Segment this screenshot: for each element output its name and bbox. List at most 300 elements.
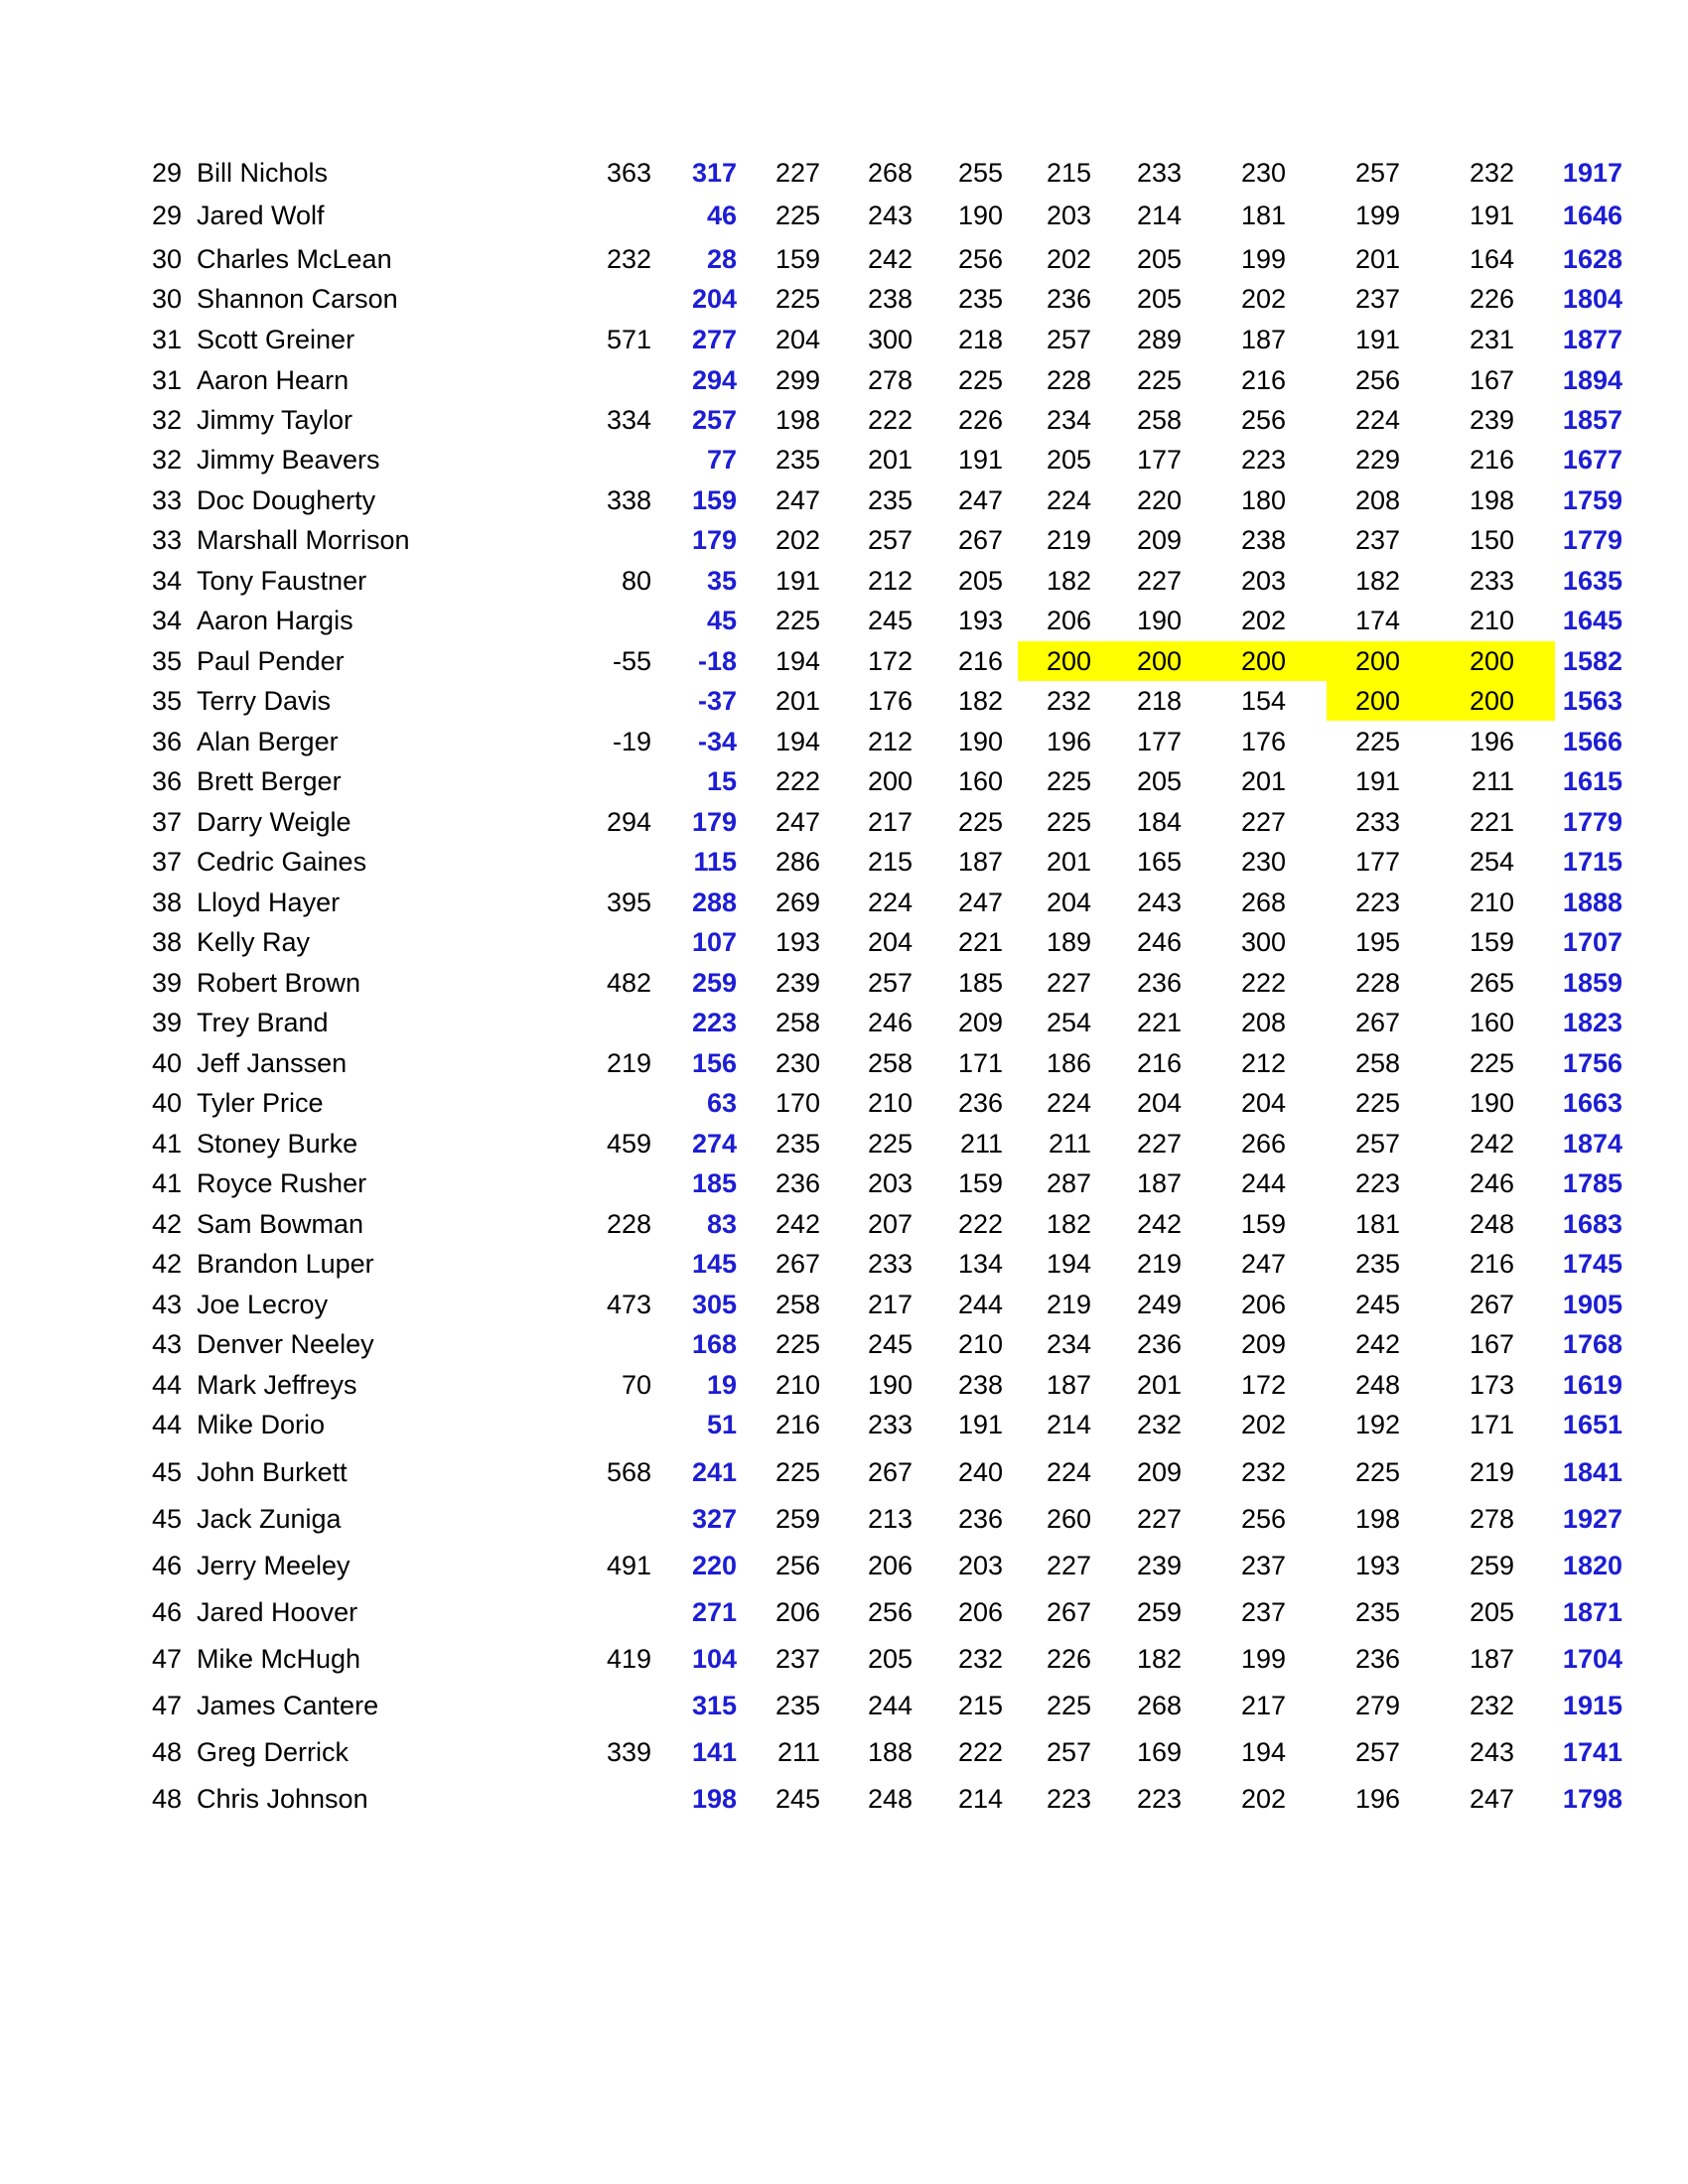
game-score-cell: 204 <box>867 927 913 957</box>
game-score-cell: 190 <box>867 1370 913 1400</box>
table-row <box>0 761 1688 801</box>
bowler-name-cell: Jared Wolf <box>197 201 325 230</box>
game-score-cell: 193 <box>957 606 1003 635</box>
game-score-cell: 219 <box>1136 1249 1182 1279</box>
table-row <box>0 480 1688 520</box>
rank-cell: 37 <box>152 847 183 877</box>
game-score-cell: 286 <box>774 847 820 877</box>
total-cell: 1798 <box>1562 1784 1622 1814</box>
difference-cell <box>592 360 651 400</box>
game-score-cell: 191 <box>1354 766 1400 796</box>
bowler-name-cell: Jared Hoover <box>197 1597 358 1627</box>
table-row <box>0 360 1688 400</box>
game-score-cell: 268 <box>1136 1691 1182 1720</box>
game-score-cell: 225 <box>1046 766 1091 796</box>
game-score-cell: 203 <box>957 1551 1003 1580</box>
handicap-cell: 63 <box>706 1088 737 1118</box>
difference-cell: 294 <box>606 807 651 837</box>
game-score-cell: 289 <box>1136 325 1182 354</box>
difference-cell <box>592 440 651 479</box>
total-cell: 1768 <box>1562 1329 1622 1359</box>
game-score-cell: 237 <box>1354 525 1400 555</box>
game-score-cell: 242 <box>1354 1329 1400 1359</box>
difference-cell: 491 <box>606 1551 651 1580</box>
bowler-name-cell: Denver Neeley <box>197 1329 374 1359</box>
handicap-cell: -37 <box>697 686 737 716</box>
table-row <box>0 641 1688 681</box>
rank-cell: 32 <box>152 405 183 435</box>
game-score-cell: 159 <box>1469 927 1514 957</box>
total-cell: 1894 <box>1562 365 1622 395</box>
game-score-cell: 244 <box>867 1691 913 1720</box>
game-score-cell: 154 <box>1240 686 1286 716</box>
total-cell: 1628 <box>1562 244 1622 274</box>
table-row <box>0 1365 1688 1405</box>
table-row <box>0 842 1688 882</box>
game-score-cell: 212 <box>1240 1048 1286 1078</box>
game-score-cell: 167 <box>1469 365 1514 395</box>
table-row <box>0 1043 1688 1083</box>
game-score-cell: 231 <box>1469 325 1514 354</box>
game-score-cell: 242 <box>1469 1129 1514 1159</box>
game-score-cell: 169 <box>1136 1737 1182 1767</box>
game-score-cell: 258 <box>774 1008 820 1037</box>
game-score-cell: 256 <box>957 244 1003 274</box>
handicap-cell: 294 <box>691 365 737 395</box>
handicap-cell: 156 <box>691 1048 737 1078</box>
game-score-cell: 201 <box>774 686 820 716</box>
game-score-cell: 247 <box>1469 1784 1514 1814</box>
difference-cell: -19 <box>612 727 651 756</box>
bowler-name-cell: Alan Berger <box>197 727 339 756</box>
game-score-cell: 198 <box>1354 1504 1400 1534</box>
bowler-name-cell: Sam Bowman <box>197 1209 364 1239</box>
game-score-cell: 236 <box>1046 284 1091 314</box>
game-score-cell: 245 <box>774 1784 820 1814</box>
game-score-cell: 267 <box>957 525 1003 555</box>
game-score-cell: 150 <box>1469 525 1514 555</box>
game-score-cell: 182 <box>1046 566 1091 596</box>
game-score-cell: 267 <box>1354 1008 1400 1037</box>
handicap-cell: 271 <box>691 1597 737 1627</box>
game-score-cell: 194 <box>1046 1249 1091 1279</box>
game-score-cell: 202 <box>1046 244 1091 274</box>
game-score-cell: 300 <box>867 325 913 354</box>
game-score-cell: 225 <box>1469 1048 1514 1078</box>
rank-cell: 31 <box>152 325 183 354</box>
rank-cell: 41 <box>152 1168 183 1198</box>
game-score-cell: 200 <box>1469 646 1514 676</box>
game-score-cell: 222 <box>957 1209 1003 1239</box>
game-score-cell: 225 <box>1354 1457 1400 1487</box>
handicap-cell: 204 <box>691 284 737 314</box>
difference-cell <box>592 1083 651 1123</box>
game-score-cell: 202 <box>1240 284 1286 314</box>
game-score-cell: 187 <box>1046 1370 1091 1400</box>
game-score-cell: 242 <box>1136 1209 1182 1239</box>
game-score-cell: 224 <box>1354 405 1400 435</box>
game-score-cell: 196 <box>1354 1784 1400 1814</box>
game-score-cell: 255 <box>957 158 1003 188</box>
total-cell: 1874 <box>1562 1129 1622 1159</box>
difference-cell <box>592 1244 651 1284</box>
game-score-cell: 256 <box>867 1597 913 1627</box>
difference-cell: 419 <box>606 1644 651 1674</box>
game-score-cell: 221 <box>1469 807 1514 837</box>
handicap-cell: 19 <box>706 1370 737 1400</box>
bowler-name-cell: Robert Brown <box>197 968 361 998</box>
bowler-name-cell: Stoney Burke <box>197 1129 358 1159</box>
difference-cell <box>592 196 651 235</box>
game-score-cell: 232 <box>1469 158 1514 188</box>
bowler-name-cell: Brandon Luper <box>197 1249 374 1279</box>
rank-cell: 41 <box>152 1129 183 1159</box>
difference-cell: 228 <box>606 1209 651 1239</box>
bowler-name-cell: Terry Davis <box>197 686 332 716</box>
game-score-cell: 195 <box>1354 927 1400 957</box>
game-score-cell: 242 <box>774 1209 820 1239</box>
game-score-cell: 204 <box>1240 1088 1286 1118</box>
game-score-cell: 167 <box>1469 1329 1514 1359</box>
difference-cell: 70 <box>621 1370 651 1400</box>
table-row <box>0 1003 1688 1042</box>
game-score-cell: 200 <box>1046 646 1091 676</box>
total-cell: 1871 <box>1562 1597 1622 1627</box>
game-score-cell: 225 <box>957 807 1003 837</box>
handicap-cell: 220 <box>691 1551 737 1580</box>
game-score-cell: 224 <box>867 887 913 917</box>
game-score-cell: 209 <box>1136 1457 1182 1487</box>
total-cell: 1877 <box>1562 325 1622 354</box>
game-score-cell: 225 <box>867 1129 913 1159</box>
game-score-cell: 205 <box>957 566 1003 596</box>
game-score-cell: 214 <box>957 1784 1003 1814</box>
bowler-name-cell: Marshall Morrison <box>197 525 410 555</box>
total-cell: 1857 <box>1562 405 1622 435</box>
game-score-cell: 191 <box>957 1410 1003 1439</box>
total-cell: 1707 <box>1562 927 1622 957</box>
difference-cell: 571 <box>606 325 651 354</box>
handicap-cell: 259 <box>691 968 737 998</box>
handicap-cell: 15 <box>706 766 737 796</box>
rank-cell: 47 <box>152 1691 183 1720</box>
table-row <box>0 1546 1688 1585</box>
game-score-cell: 194 <box>1240 1737 1286 1767</box>
table-row <box>0 196 1688 235</box>
table-row <box>0 1124 1688 1163</box>
game-score-cell: 220 <box>1136 485 1182 515</box>
game-score-cell: 216 <box>1469 445 1514 475</box>
total-cell: 1779 <box>1562 525 1622 555</box>
rank-cell: 33 <box>152 485 183 515</box>
rank-cell: 30 <box>152 244 183 274</box>
game-score-cell: 186 <box>1046 1048 1091 1078</box>
game-score-cell: 209 <box>957 1008 1003 1037</box>
game-score-cell: 233 <box>867 1410 913 1439</box>
difference-cell <box>592 681 651 721</box>
game-score-cell: 206 <box>1046 606 1091 635</box>
game-score-cell: 267 <box>1046 1597 1091 1627</box>
rank-cell: 31 <box>152 365 183 395</box>
game-score-cell: 204 <box>1136 1088 1182 1118</box>
game-score-cell: 160 <box>957 766 1003 796</box>
game-score-cell: 278 <box>1469 1504 1514 1534</box>
game-score-cell: 223 <box>1136 1784 1182 1814</box>
game-score-cell: 193 <box>774 927 820 957</box>
game-score-cell: 199 <box>1240 244 1286 274</box>
rank-cell: 40 <box>152 1048 183 1078</box>
game-score-cell: 159 <box>774 244 820 274</box>
difference-cell: 334 <box>606 405 651 435</box>
game-score-cell: 265 <box>1469 968 1514 998</box>
game-score-cell: 203 <box>1046 201 1091 230</box>
handicap-cell: 159 <box>691 485 737 515</box>
game-score-cell: 216 <box>774 1410 820 1439</box>
game-score-cell: 237 <box>774 1644 820 1674</box>
game-score-cell: 257 <box>1354 1129 1400 1159</box>
game-score-cell: 182 <box>1046 1209 1091 1239</box>
bowler-name-cell: Darry Weigle <box>197 807 352 837</box>
game-score-cell: 254 <box>1469 847 1514 877</box>
game-score-cell: 216 <box>1136 1048 1182 1078</box>
difference-cell: 219 <box>606 1048 651 1078</box>
game-score-cell: 225 <box>1354 727 1400 756</box>
bowler-name-cell: Mark Jeffreys <box>197 1370 357 1400</box>
table-row <box>0 1204 1688 1244</box>
game-score-cell: 210 <box>774 1370 820 1400</box>
difference-cell <box>592 922 651 962</box>
game-score-cell: 267 <box>867 1457 913 1487</box>
total-cell: 1888 <box>1562 887 1622 917</box>
game-score-cell: 267 <box>774 1249 820 1279</box>
difference-cell: 339 <box>606 1737 651 1767</box>
game-score-cell: 235 <box>1354 1597 1400 1627</box>
rank-cell: 39 <box>152 1008 183 1037</box>
game-score-cell: 227 <box>1046 968 1091 998</box>
rank-cell: 29 <box>152 201 183 230</box>
game-score-cell: 224 <box>1046 1457 1091 1487</box>
game-score-cell: 207 <box>867 1209 913 1239</box>
bowler-name-cell: Mike McHugh <box>197 1644 361 1674</box>
rank-cell: 35 <box>152 686 183 716</box>
game-score-cell: 256 <box>1354 365 1400 395</box>
game-score-cell: 217 <box>867 1290 913 1319</box>
game-score-cell: 206 <box>774 1597 820 1627</box>
bowler-name-cell: Chris Johnson <box>197 1784 368 1814</box>
total-cell: 1756 <box>1562 1048 1622 1078</box>
game-score-cell: 237 <box>1240 1551 1286 1580</box>
game-score-cell: 225 <box>774 1329 820 1359</box>
game-score-cell: 268 <box>1240 887 1286 917</box>
game-score-cell: 215 <box>1046 158 1091 188</box>
game-score-cell: 259 <box>774 1504 820 1534</box>
difference-cell: 80 <box>621 566 651 596</box>
game-score-cell: 248 <box>867 1784 913 1814</box>
game-score-cell: 235 <box>774 1691 820 1720</box>
total-cell: 1651 <box>1562 1410 1622 1439</box>
game-score-cell: 235 <box>867 485 913 515</box>
difference-cell: 568 <box>606 1457 651 1487</box>
rank-cell: 43 <box>152 1290 183 1319</box>
table-row <box>0 320 1688 359</box>
bowler-name-cell: Lloyd Hayer <box>197 887 341 917</box>
table-row <box>0 1779 1688 1819</box>
handicap-cell: 288 <box>691 887 737 917</box>
game-score-cell: 200 <box>1136 646 1182 676</box>
game-score-cell: 160 <box>1469 1008 1514 1037</box>
rank-cell: 48 <box>152 1737 183 1767</box>
game-score-cell: 222 <box>774 766 820 796</box>
game-score-cell: 134 <box>957 1249 1003 1279</box>
handicap-cell: 107 <box>691 927 737 957</box>
difference-cell <box>592 1163 651 1203</box>
game-score-cell: 248 <box>1354 1370 1400 1400</box>
difference-cell <box>592 601 651 640</box>
total-cell: 1566 <box>1562 727 1622 756</box>
bowler-name-cell: Charles McLean <box>197 244 392 274</box>
game-score-cell: 225 <box>774 201 820 230</box>
table-row <box>0 601 1688 640</box>
table-row <box>0 883 1688 922</box>
game-score-cell: 230 <box>774 1048 820 1078</box>
rank-cell: 45 <box>152 1457 183 1487</box>
game-score-cell: 164 <box>1469 244 1514 274</box>
game-score-cell: 215 <box>867 847 913 877</box>
total-cell: 1619 <box>1562 1370 1622 1400</box>
bowler-name-cell: Jerry Meeley <box>197 1551 351 1580</box>
game-score-cell: 225 <box>774 1457 820 1487</box>
difference-cell <box>592 842 651 882</box>
game-score-cell: 206 <box>957 1597 1003 1627</box>
game-score-cell: 190 <box>957 727 1003 756</box>
game-score-cell: 205 <box>867 1644 913 1674</box>
game-score-cell: 210 <box>1469 887 1514 917</box>
game-score-cell: 203 <box>867 1168 913 1198</box>
game-score-cell: 189 <box>1046 927 1091 957</box>
difference-cell <box>592 1003 651 1042</box>
game-score-cell: 221 <box>1136 1008 1182 1037</box>
table-row <box>0 153 1688 193</box>
game-score-cell: 194 <box>774 727 820 756</box>
handicap-cell: 83 <box>706 1209 737 1239</box>
game-score-cell: 239 <box>774 968 820 998</box>
total-cell: 1927 <box>1562 1504 1622 1534</box>
rank-cell: 39 <box>152 968 183 998</box>
bowler-name-cell: Aaron Hearn <box>197 365 350 395</box>
game-score-cell: 176 <box>1240 727 1286 756</box>
rank-cell: 38 <box>152 927 183 957</box>
game-score-cell: 246 <box>867 1008 913 1037</box>
game-score-cell: 194 <box>774 646 820 676</box>
game-score-cell: 171 <box>1469 1410 1514 1439</box>
game-score-cell: 225 <box>774 606 820 635</box>
difference-cell: 482 <box>606 968 651 998</box>
difference-cell <box>592 1405 651 1444</box>
total-cell: 1646 <box>1562 201 1622 230</box>
game-score-cell: 191 <box>957 445 1003 475</box>
game-score-cell: 223 <box>1240 445 1286 475</box>
difference-cell <box>592 1499 651 1539</box>
handicap-cell: 223 <box>691 1008 737 1037</box>
rank-cell: 38 <box>152 887 183 917</box>
game-score-cell: 202 <box>1240 1410 1286 1439</box>
game-score-cell: 177 <box>1136 727 1182 756</box>
game-score-cell: 236 <box>774 1168 820 1198</box>
handicap-cell: 51 <box>706 1410 737 1439</box>
game-score-cell: 198 <box>1469 485 1514 515</box>
game-score-cell: 191 <box>1469 201 1514 230</box>
difference-cell <box>592 1592 651 1632</box>
bowler-name-cell: Paul Pender <box>197 646 345 676</box>
game-score-cell: 239 <box>1136 1551 1182 1580</box>
game-score-cell: 245 <box>867 1329 913 1359</box>
game-score-cell: 299 <box>774 365 820 395</box>
game-score-cell: 202 <box>774 525 820 555</box>
game-score-cell: 223 <box>1354 887 1400 917</box>
game-score-cell: 257 <box>867 525 913 555</box>
game-score-cell: 211 <box>1471 766 1514 796</box>
game-score-cell: 236 <box>957 1088 1003 1118</box>
game-score-cell: 190 <box>957 201 1003 230</box>
game-score-cell: 176 <box>867 686 913 716</box>
game-score-cell: 205 <box>1046 445 1091 475</box>
total-cell: 1779 <box>1562 807 1622 837</box>
bowler-name-cell: Bill Nichols <box>197 158 329 188</box>
game-score-cell: 227 <box>1136 1504 1182 1534</box>
rank-cell: 29 <box>152 158 183 188</box>
rank-cell: 48 <box>152 1784 183 1814</box>
rank-cell: 37 <box>152 807 183 837</box>
total-cell: 1635 <box>1562 566 1622 596</box>
game-score-cell: 244 <box>1240 1168 1286 1198</box>
game-score-cell: 201 <box>867 445 913 475</box>
table-row <box>0 1163 1688 1203</box>
game-score-cell: 228 <box>1046 365 1091 395</box>
game-score-cell: 227 <box>774 158 820 188</box>
table-row <box>0 1083 1688 1123</box>
game-score-cell: 223 <box>1354 1168 1400 1198</box>
game-score-cell: 256 <box>1240 1504 1286 1534</box>
game-score-cell: 191 <box>774 566 820 596</box>
game-score-cell: 266 <box>1240 1129 1286 1159</box>
game-score-cell: 225 <box>774 284 820 314</box>
bowler-name-cell: Joe Lecroy <box>197 1290 329 1319</box>
handicap-cell: 28 <box>706 244 737 274</box>
table-row <box>0 963 1688 1003</box>
game-score-cell: 214 <box>1136 201 1182 230</box>
difference-cell <box>592 1779 651 1819</box>
rank-cell: 42 <box>152 1249 183 1279</box>
rank-cell: 42 <box>152 1209 183 1239</box>
table-row <box>0 922 1688 962</box>
game-score-cell: 201 <box>1240 766 1286 796</box>
handicap-cell: 141 <box>691 1737 737 1767</box>
game-score-cell: 208 <box>1240 1008 1286 1037</box>
game-score-cell: 233 <box>1354 807 1400 837</box>
table-row <box>0 1405 1688 1444</box>
game-score-cell: 247 <box>957 887 1003 917</box>
game-score-cell: 219 <box>1469 1457 1514 1487</box>
handicap-cell: 35 <box>706 566 737 596</box>
game-score-cell: 258 <box>867 1048 913 1078</box>
game-score-cell: 199 <box>1354 201 1400 230</box>
game-score-cell: 202 <box>1240 606 1286 635</box>
table-row <box>0 802 1688 842</box>
game-score-cell: 213 <box>867 1504 913 1534</box>
game-score-cell: 206 <box>867 1551 913 1580</box>
game-score-cell: 223 <box>1046 1784 1091 1814</box>
game-score-cell: 217 <box>867 807 913 837</box>
